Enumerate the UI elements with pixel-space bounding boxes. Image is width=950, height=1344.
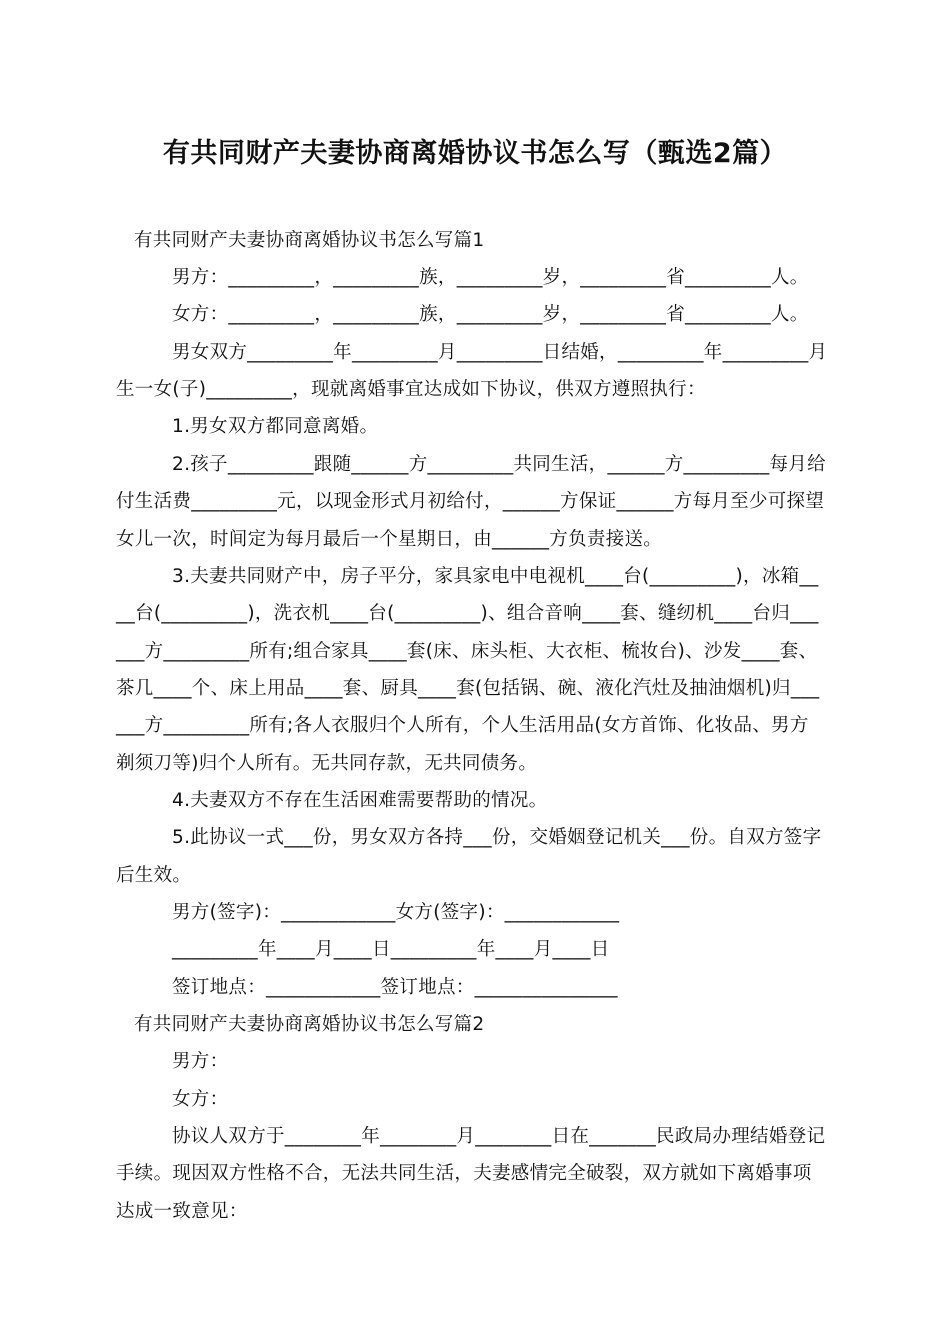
section1-heading: 有共同财产夫妻协商离婚协议书怎么写篇1 — [134, 230, 485, 251]
clause-3-line-6: 剃须刀等)归个人所有。无共同存款，无共同债务。 — [116, 753, 538, 774]
section2-male-party: 男方： — [172, 1051, 229, 1072]
clause-3-line-1: 3.夫妻共同财产中，房子平分，家具家电中电视机____台(_________)，冰箱__ — [172, 566, 819, 587]
clause-3-line-4: 茶几____个、床上用品____套、厨具____套(包括锅、碗、液化汽灶及抽油烟机)归___ — [116, 678, 820, 699]
clause-3-line-5: ___方_________所有;各人衣服归个人所有，个人生活用品(女方首饰、化妆品、男方 — [116, 715, 809, 736]
signature-line: 男方(签字)：____________女方(签字)：____________ — [172, 902, 620, 923]
section2-para-line-2: 手续。现因双方性格不合，无法共同生活，夫妻感情完全破裂，双方就如下离婚事项 — [116, 1163, 812, 1184]
clause-5-line-2: 后生效。 — [116, 865, 192, 886]
clause-2-line-3: 女儿一次，时间定为每月最后一个星期日，由______方负责接送。 — [116, 529, 663, 550]
clause-4: 4.夫妻双方不存在生活困难需要帮助的情况。 — [172, 790, 548, 811]
male-party-line: 男方：_________，_________族，_________岁，_________省_________人。 — [172, 267, 809, 288]
clause-1: 1.男女双方都同意离婚。 — [172, 416, 379, 437]
date-line: _________年____月____日_________年____月____日 — [172, 939, 610, 960]
clause-2-line-2: 付生活费_________元，以现金形式月初给付，______方保证______方每月至少可探望 — [116, 491, 825, 512]
page-title: 有共同财产夫妻协商离婚协议书怎么写（甄选2篇） — [162, 138, 788, 169]
marriage-info-line: 男女双方_________年_________月_________日结婚，_________年_________月 — [172, 342, 828, 363]
section2-heading: 有共同财产夫妻协商离婚协议书怎么写篇2 — [134, 1014, 485, 1035]
clause-5-line-1: 5.此协议一式___份，男女双方各持___份，交婚姻登记机关___份。自双方签字 — [172, 827, 822, 848]
signing-place-line: 签订地点：____________签订地点：_______________ — [172, 977, 618, 998]
section2-female-party: 女方： — [172, 1089, 229, 1110]
female-party-line: 女方：_________，_________族，_________岁，_________省_________人。 — [172, 304, 809, 325]
marriage-info-line-cont: 生一女(子)_________，现就离婚事宜达成如下协议，供双方遵照执行： — [116, 379, 706, 400]
clause-3-line-3: ___方_________所有;组合家具____套(床、床头柜、大衣柜、梳妆台)、沙发____套、 — [116, 641, 818, 662]
clause-3-line-2: __台(_________)，洗衣机____台(_________)、组合音响____套、缝纫机____台归___ — [116, 603, 819, 624]
section2-para-line-1: 协议人双方于________年________月________日在_______民政局办理结婚登记 — [172, 1126, 826, 1147]
section2-para-line-3: 达成一致意见： — [116, 1201, 248, 1222]
clause-2-line-1: 2.孩子_________跟随______方_________共同生活，______方_________每月给 — [172, 454, 826, 475]
